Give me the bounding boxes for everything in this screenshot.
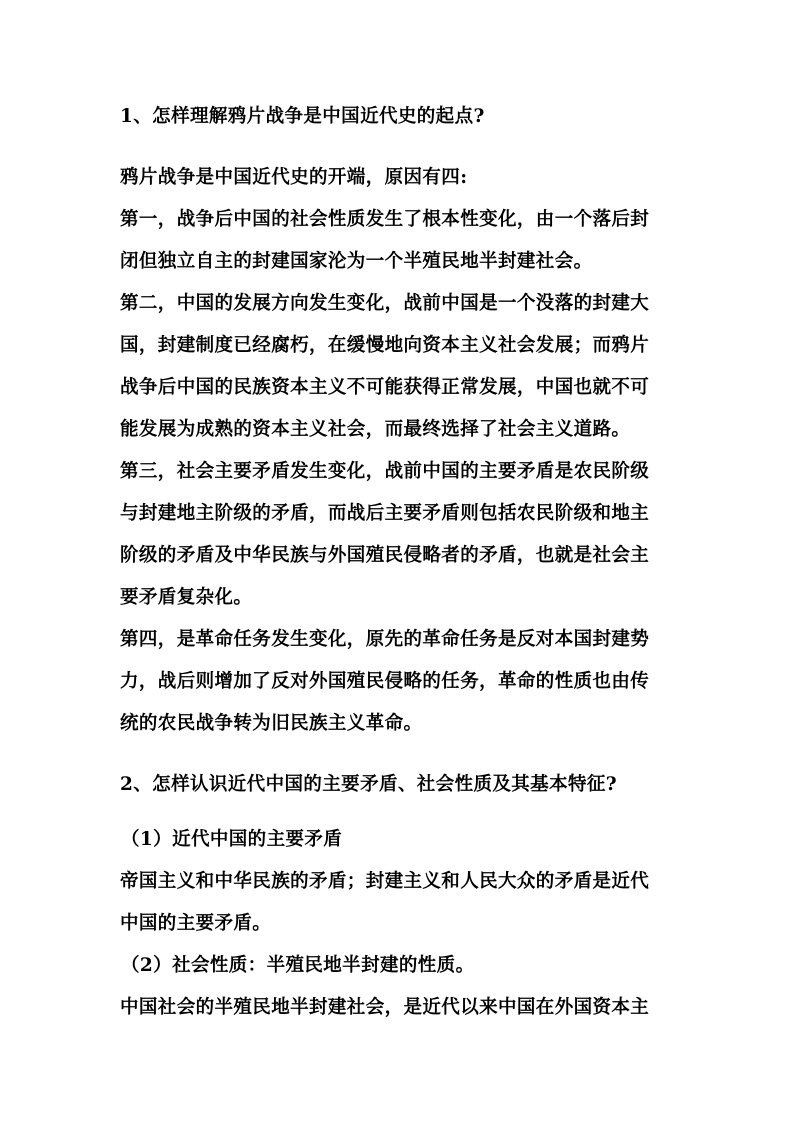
q1-paragraph-3-line-4: 要矛盾复杂化。 bbox=[120, 587, 253, 608]
question-1-title: 1、怎样理解鸦片战争是中国近代史的起点? bbox=[120, 106, 485, 127]
q1-paragraph-1-line-2: 闭但独立自主的封建国家沦为一个半殖民地半封建社会。 bbox=[120, 251, 593, 272]
q1-paragraph-4-line-2: 力，战后则增加了反对外国殖民侵略的任务，革命的性质也由传 bbox=[120, 671, 650, 692]
q1-paragraph-2-line-2: 国，封建制度已经腐朽，在缓慢地向资本主义社会发展；而鸦片 bbox=[120, 335, 650, 356]
q1-paragraph-1-line-1: 第一，战争后中国的社会性质发生了根本性变化，由一个落后封 bbox=[120, 209, 650, 230]
q1-paragraph-2-line-4: 能发展为成熟的资本主义社会，而最终选择了社会主义道路。 bbox=[120, 419, 631, 440]
q2-section-1-line-1: 帝国主义和中华民族的矛盾；封建主义和人民大众的矛盾是近代 bbox=[120, 871, 650, 892]
q1-paragraph-4-line-3: 统的农民战争转为旧民族主义革命。 bbox=[120, 713, 423, 734]
q2-section-2-heading: （2）社会性质：半殖民地半封建的性质。 bbox=[121, 955, 475, 976]
q1-paragraph-3-line-1: 第三，社会主要矛盾发生变化，战前中国的主要矛盾是农民阶级 bbox=[120, 461, 650, 482]
q1-paragraph-2-line-1: 第二，中国的发展方向发生变化，战前中国是一个没落的封建大 bbox=[120, 293, 650, 314]
q2-section-1-line-2: 中国的主要矛盾。 bbox=[120, 913, 272, 934]
q2-section-2-line-1: 中国社会的半殖民地半封建社会，是近代以来中国在外国资本主 bbox=[120, 997, 650, 1018]
q1-paragraph-3-line-2: 与封建地主阶级的矛盾，而战后主要矛盾则包括农民阶级和地主 bbox=[120, 503, 650, 524]
question-1-intro: 鸦片战争是中国近代史的开端，原因有四: bbox=[120, 167, 468, 188]
question-2-title: 2、怎样认识近代中国的主要矛盾、社会性质及其基本特征? bbox=[120, 774, 618, 795]
q1-paragraph-2-line-3: 战争后中国的民族资本主义不可能获得正常发展，中国也就不可 bbox=[120, 377, 650, 398]
q1-paragraph-4-line-1: 第四，是革命任务发生变化，原先的革命任务是反对本国封建势 bbox=[120, 629, 650, 650]
q1-paragraph-3-line-3: 阶级的矛盾及中华民族与外国殖民侵略者的矛盾，也就是社会主 bbox=[120, 545, 650, 566]
q2-section-1-heading: （1）近代中国的主要矛盾 bbox=[121, 829, 343, 850]
